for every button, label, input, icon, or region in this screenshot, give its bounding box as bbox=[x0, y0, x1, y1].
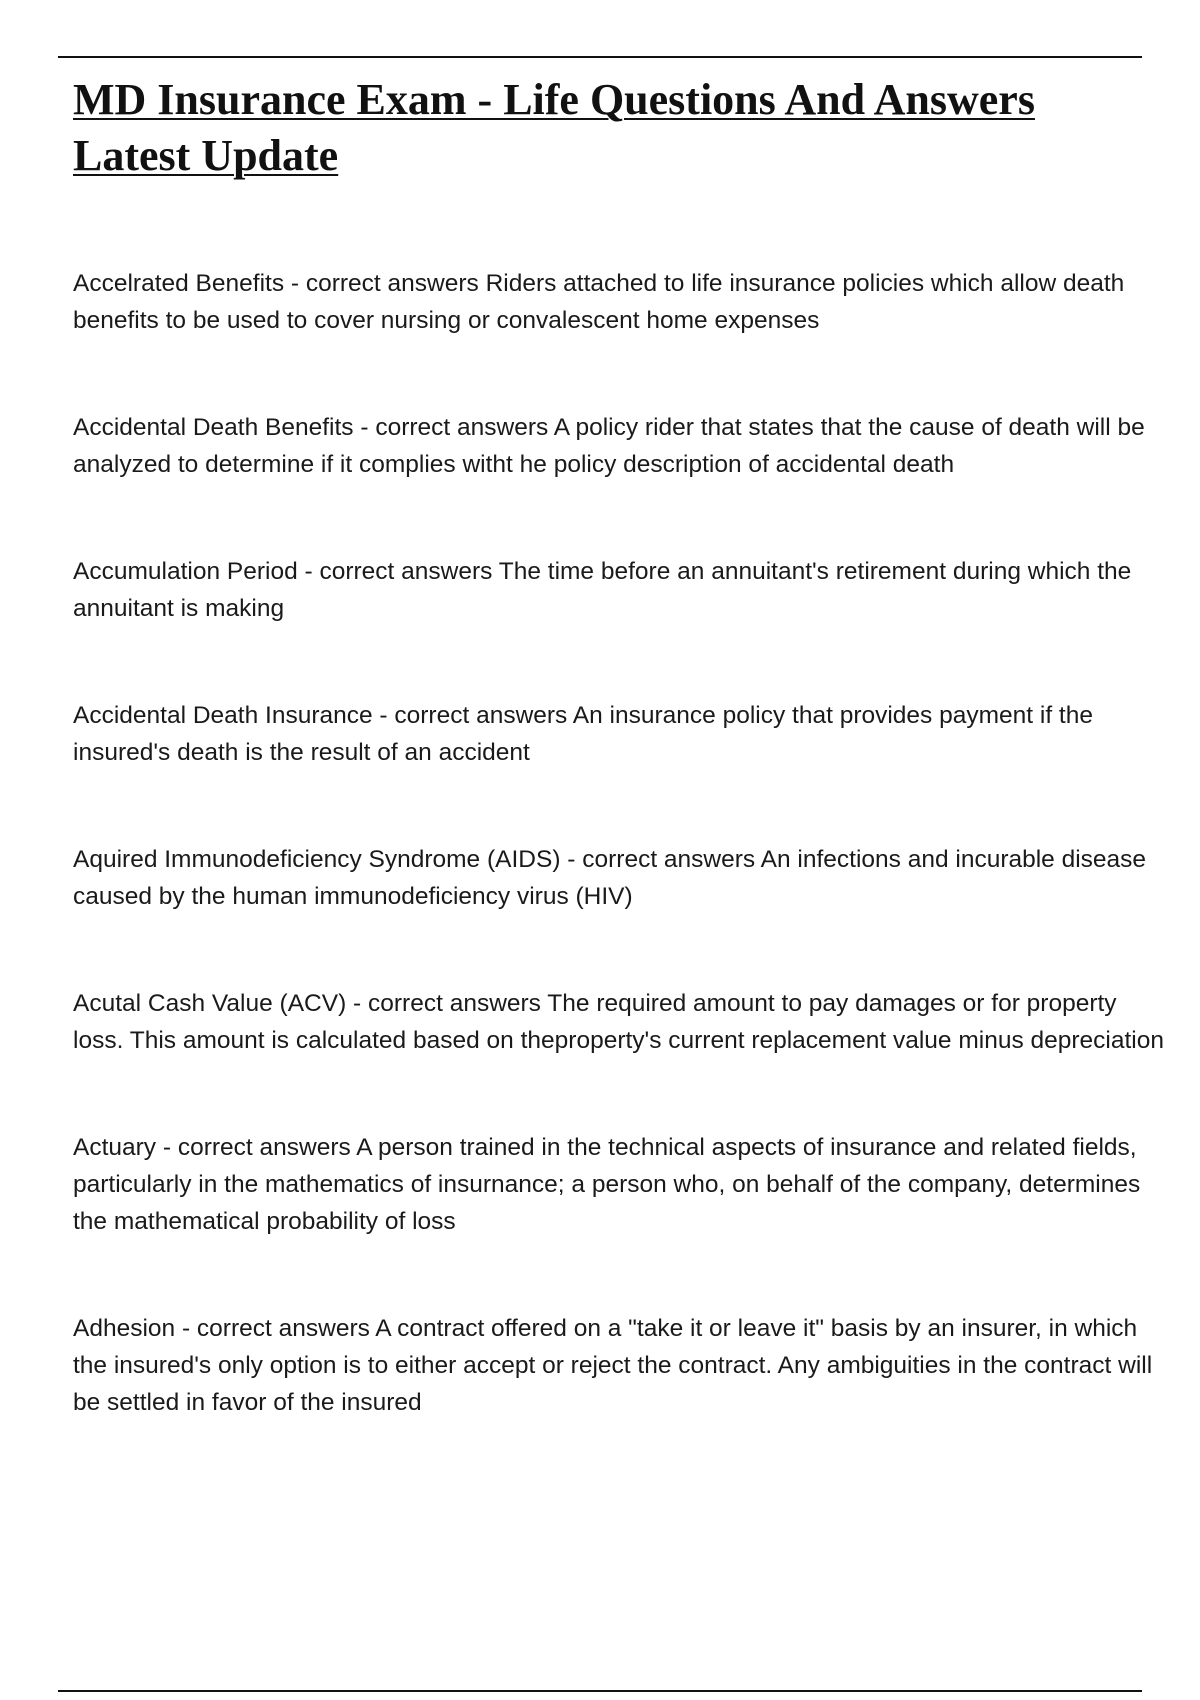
entry-accidental-death-benefits: Accidental Death Benefits - correct answers A policy rider that states that the cause of death will be analyzed to determine if it complies witht he policy description of accidental death bbox=[73, 414, 1145, 478]
entry-list bbox=[73, 265, 1168, 1491]
page-title: MD Insurance Exam - Life Questions And Answers Latest Update bbox=[73, 75, 1035, 180]
entry-accelerated-benefits: Accelrated Benefits - correct answers Riders attached to life insurance policies which allow death benefits to be used to cover nursing or convalescent home expenses bbox=[73, 270, 1125, 334]
entry-aids: Aquired Immunodeficiency Syndrome (AIDS) - correct answers An infections and incurable disease caused by the human immunodeficiency virus (HIV) bbox=[73, 846, 1147, 910]
top-rule bbox=[58, 56, 1142, 58]
entry-accumulation-period: Accumulation Period - correct answers The time before an annuitant's retirement during which the annuitant is making bbox=[73, 558, 1132, 622]
entry-actual-cash-value: Acutal Cash Value (ACV) - correct answers The required amount to pay damages or for property loss. This amount is calculated based on theproperty's current replacement value minus depreciation bbox=[73, 990, 1164, 1054]
bottom-rule bbox=[58, 1690, 1142, 1692]
entry-adhesion: Adhesion - correct answers A contract offered on a "take it or leave it" basis by an insurer, in which the insured's only option is to either accept or reject the contract. Any ambiguities in the contract will be settled in favor of the insured bbox=[73, 1315, 1153, 1416]
entry-accidental-death-insurance: Accidental Death Insurance - correct answers An insurance policy that provides payment if the insured's death is the result of an accident bbox=[73, 702, 1093, 766]
entry-actuary: Actuary - correct answers A person trained in the technical aspects of insurance and related fields, particularly in the mathematics of insurnance; a person who, on behalf of the company, determines the mathematical probability of loss bbox=[73, 1134, 1141, 1235]
